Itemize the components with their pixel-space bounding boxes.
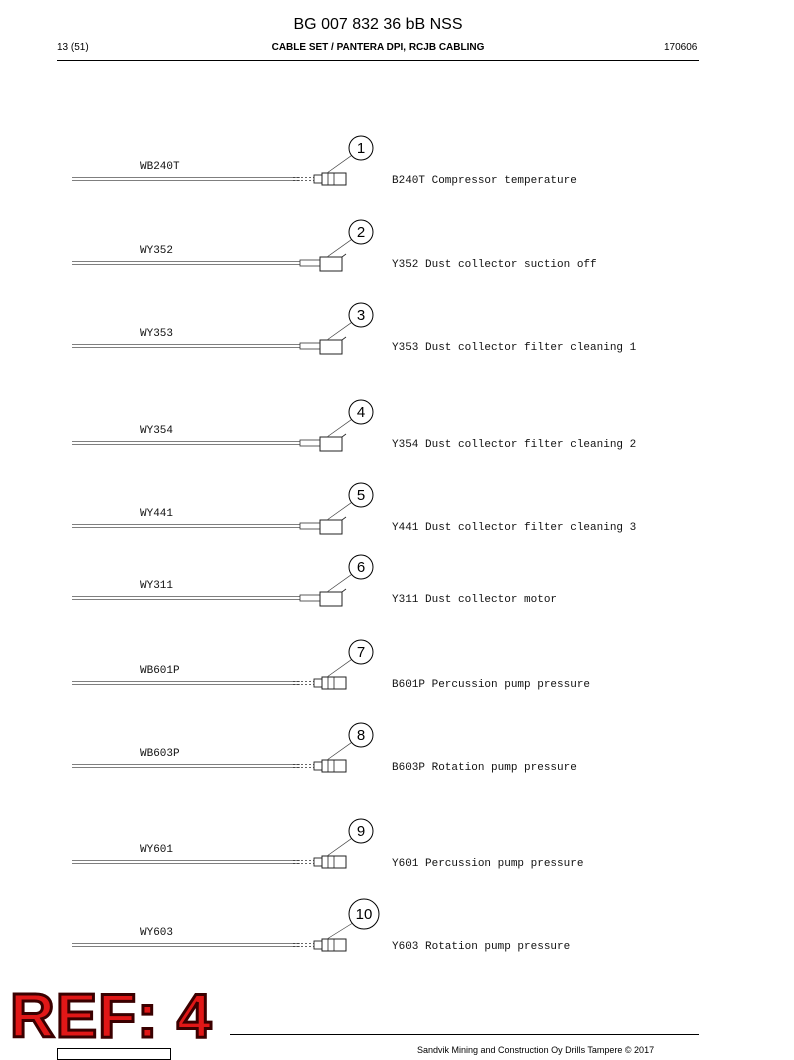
item-description: Y311 Dust collector motor [392,594,558,606]
item-number: 10 [355,906,373,923]
connector-detail [342,589,346,592]
cable-row-1 [72,136,577,187]
connector-sleeve [300,440,320,446]
wire-label: WY352 [140,245,174,257]
connector-body [320,437,342,451]
wire-label: WY603 [140,927,174,939]
connector-detail [342,254,346,257]
wire-label: WB603P [140,748,180,760]
item-description: Y353 Dust collector filter cleaning 1 [392,342,637,354]
cable-row-9 [72,819,583,870]
footer-copyright: Sandvik Mining and Construction Oy Drills Tampere © 2017 [417,1045,655,1055]
connector-collar [314,762,322,770]
item-number: 2 [356,224,366,241]
item-description: B240T Compressor temperature [392,175,577,187]
cable-row-5 [72,483,636,534]
item-number: 5 [356,487,366,504]
item-description: Y441 Dust collector filter cleaning 3 [392,522,637,534]
item-number: 1 [356,140,366,157]
connector-detail [342,434,346,437]
ref-stamp: REF: 4 [10,982,213,1051]
item-description: Y601 Percussion pump pressure [392,858,584,870]
leader-line [327,502,352,520]
connector-sleeve [300,260,320,266]
sheet-title: CABLE SET / PANTERA DPI, RCJB CABLING [271,42,485,53]
connector-sleeve [300,343,320,349]
connector-detail [342,517,346,520]
connector-sleeve [300,595,320,601]
connector-collar [314,679,322,687]
footer-rule [230,1034,699,1035]
leader-line [327,742,352,760]
leader-line [327,659,352,677]
connector-body [320,257,342,271]
wire-label: WY601 [140,844,174,856]
item-number: 3 [356,307,366,324]
sheet-date: 170606 [664,42,698,53]
leader-line [327,155,352,173]
connector-body [320,340,342,354]
wire-label: WY311 [140,580,174,592]
cable-row-8 [72,723,577,774]
connector-sleeve [300,523,320,529]
cable-row-3 [72,303,637,354]
connector-collar [314,175,322,183]
item-number: 6 [356,559,366,576]
leader-line [327,419,352,437]
cable-row-4 [72,400,636,451]
wire-label: WY353 [140,328,174,340]
wire-label: WY441 [140,508,174,520]
connector-body [320,592,342,606]
leader-line [327,574,352,592]
connector-body [320,520,342,534]
document-title: BG 007 832 36 bB NSS [293,16,463,33]
item-description: B601P Percussion pump pressure [392,679,591,691]
page-number: 13 (51) [57,42,89,53]
cable-row-2 [72,220,597,271]
item-description: Y352 Dust collector suction off [392,259,597,271]
wire-label: WY354 [140,425,174,437]
cable-row-10 [72,899,570,953]
item-number: 7 [356,644,366,661]
leader-line [327,838,352,856]
connector-detail [342,337,346,340]
cable-row-6 [72,555,557,606]
leader-line [327,322,352,340]
wire-label: WB240T [140,161,180,173]
item-description: Y354 Dust collector filter cleaning 2 [392,439,637,451]
item-description: Y603 Rotation pump pressure [392,941,571,953]
item-number: 8 [356,727,366,744]
connector-collar [314,858,322,866]
leader-line [327,923,353,939]
wire-label: WB601P [140,665,180,677]
item-description: B603P Rotation pump pressure [392,762,577,774]
connector-collar [314,941,322,949]
item-number: 4 [356,404,366,421]
cable-row-7 [72,640,590,691]
leader-line [327,239,352,257]
item-number: 9 [356,823,366,840]
